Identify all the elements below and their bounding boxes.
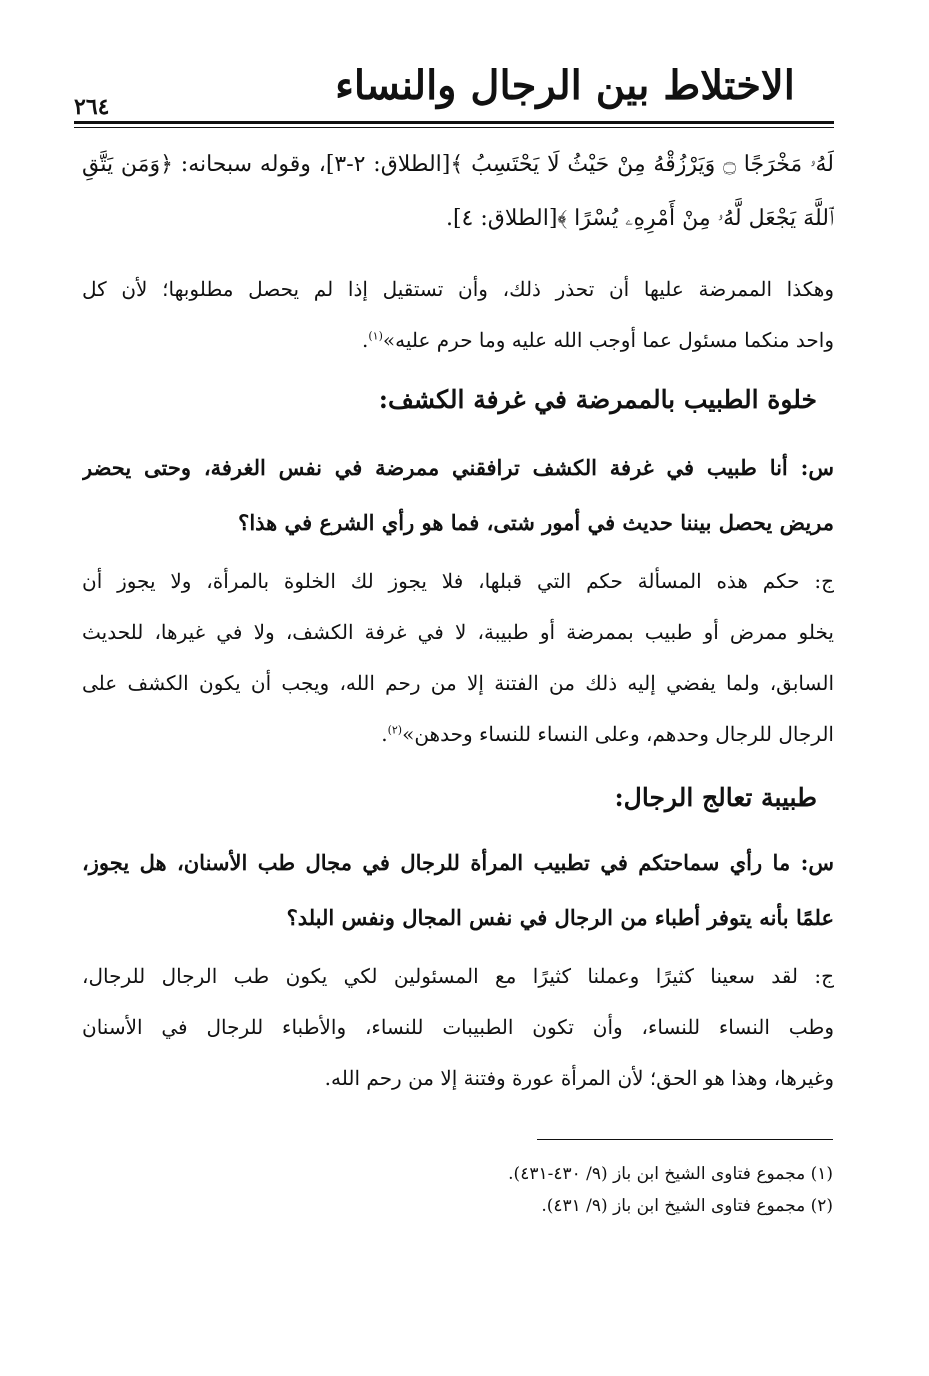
- answer-line: يخلو ممرض أو طبيب بممرضة أو طبيبة، لا في غرفة الكشف، ولا في غيرها، للحديث: [82, 620, 834, 644]
- paragraph-line: [82, 315, 834, 366]
- paragraph-line: وهكذا الممرضة عليها أن تحذر ذلك، وأن تستقيل إذا لم يحصل مطلوبها؛ لأن كل: [82, 277, 834, 301]
- footnote-ref: (١): [368, 329, 383, 343]
- page-number: ٢٦٤: [74, 94, 110, 120]
- answer-paragraph: [82, 556, 834, 760]
- question-line: علمًا بأنه يتوفر أطباء من الرجال في نفس المجال ونفس البلد؟: [286, 905, 834, 930]
- answer-line: ج: حكم هذه المسألة حكم التي قبلها، فلا يجوز لك الخلوة بالمرأة، ولا يجوز أن: [82, 569, 834, 593]
- footnote-ref: (٢): [387, 723, 403, 737]
- answer-line: وغيرها، وهذا هو الحق؛ لأن المرأة عورة وفتنة إلا من رحم الله.: [324, 1066, 834, 1090]
- answer-line: السابق، ولما يفضي إليه ذلك من الفتنة إلا من رحم الله، ويجب أن يكون الكشف على: [82, 671, 834, 695]
- header-rule: [74, 121, 834, 124]
- answer-line: ج: لقد سعينا كثيرًا وعملنا كثيرًا مع المسئولين لكي يكون طب الرجال للرجال،: [82, 964, 834, 988]
- header-rule-thin: [74, 127, 834, 128]
- paragraph-text: واحد منكما مسئول عما أوجب الله عليه وما حرم عليه»: [382, 328, 834, 352]
- answer-paragraph: [82, 951, 834, 1104]
- question-line: س: أنا طبيب في غرفة الكشف ترافقني ممرضة في نفس الغرفة، وحتى يحضر: [82, 455, 834, 480]
- answer-text: الرجال للرجال وحدهم، وعلى النساء للنساء وحدهن»: [402, 722, 834, 746]
- footnote-separator: [537, 1139, 833, 1140]
- quran-line: ٱللَّهَ يَجْعَل لَّهُۥ مِنْ أَمْرِهِۦ يُسْرًا ﴾[الطلاق: ٤].: [445, 206, 834, 231]
- section-heading: خلوة الطبيب بالممرضة في غرفة الكشف:: [378, 385, 817, 414]
- question-paragraph: [82, 835, 834, 945]
- section-heading: طبيبة تعالج الرجال:: [614, 783, 817, 812]
- quran-line: لَهُۥ مَخْرَجًا ۝ وَيَرْزُقْهُ مِنْ حَيْثُ لَا يَحْتَسِبُ ﴾[الطلاق: ٢-٣]، وقوله سبحانه: ﴿وَمَن يَتَّقِ: [82, 152, 834, 177]
- paragraph-text: .: [362, 328, 369, 352]
- footnote: (١) مجموع فتاوى الشيخ ابن باز (٩/ ٤٣٠-٤٣١).: [508, 1164, 833, 1184]
- answer-line: [82, 709, 834, 760]
- question-line: مريض يحصل بيننا حديث في أمور شتى، فما هو رأي الشرع في هذا؟: [238, 510, 834, 535]
- nurse-paragraph: [82, 264, 834, 366]
- footnote: (٢) مجموع فتاوى الشيخ ابن باز (٩/ ٤٣١).: [541, 1196, 833, 1216]
- answer-line: وطب النساء للنساء، وأن تكون الطبيبات للنساء، والأطباء للرجال في الأسنان: [82, 1015, 834, 1039]
- question-paragraph: [82, 440, 834, 550]
- question-line: س: ما رأي سماحتكم في تطبيب المرأة للرجال في مجال طب الأسنان، هل يجوز،: [82, 850, 834, 875]
- answer-text: .: [381, 722, 388, 746]
- quran-verse-paragraph: [82, 138, 834, 246]
- running-title: الاختلاط بين الرجال والنساء: [335, 62, 795, 109]
- footnotes: [400, 1158, 833, 1222]
